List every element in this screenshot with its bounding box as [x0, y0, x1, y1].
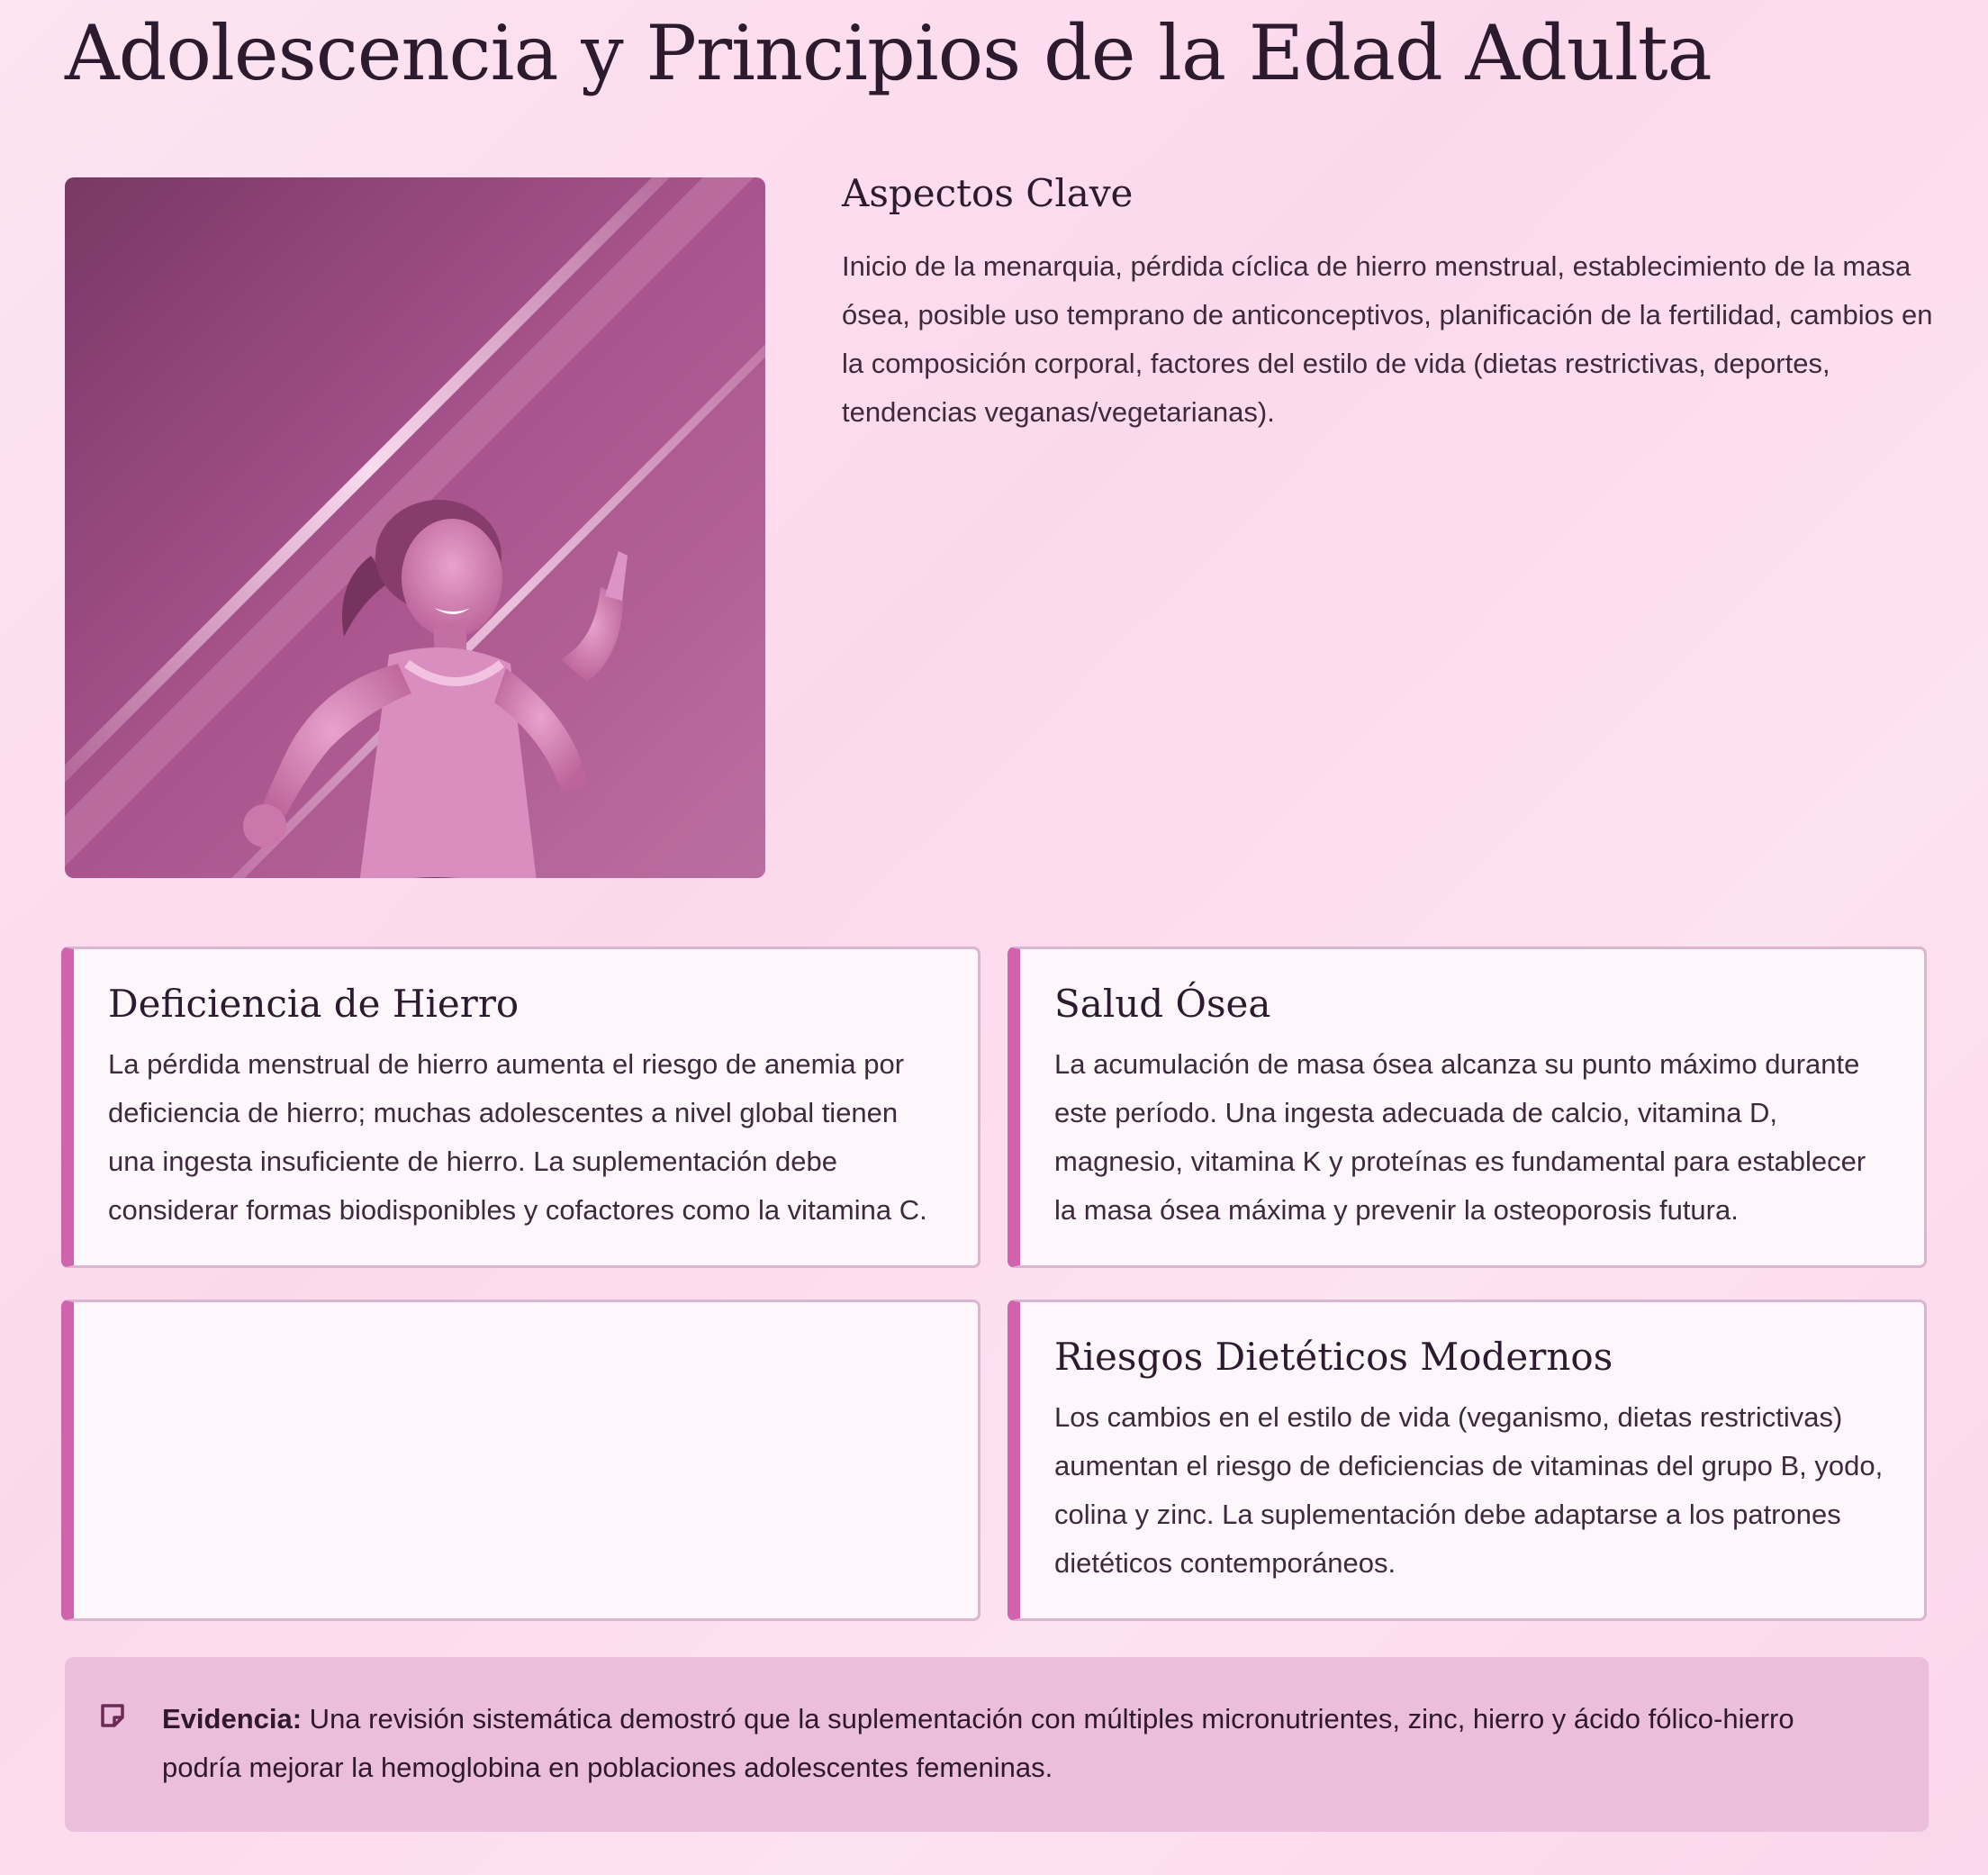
key-aspects-text: Inicio de la menarquia, pérdida cíclica de hierro menstrual, establecimiento de la masa ósea, posible uso temprano de anticonceptivos, planificación de la fertilidad, cambios en la composición corporal, factores del estilo de vida (dietas restrictivas, deportes, tendencias veganas/vegetarianas). [842, 250, 1933, 428]
card-text: Los cambios en el estilo de vida (veganismo, dietas restrictivas) aumentan el riesgo de deficiencias de vitaminas del grupo B, yodo, colina y zinc. La suplementación debe adaptarse a los patrones dietéticos contemporáneos. [1054, 1401, 1884, 1579]
card-heading: Deficiencia de Hierro [108, 982, 520, 1026]
card-text: La pérdida menstrual de hierro aumenta el riesgo de anemia por deficiencia de hierro; muchas adolescentes a nivel global tienen una ingesta insuficiente de hierro. La suplementación debe considerar formas biodisponibles y cofactores como la vitamina C. [108, 1048, 927, 1226]
card-heading: Salud Ósea [1054, 982, 1271, 1026]
evidence-text: Una revisión sistemática demostró que la suplementación con múltiples micronutrientes, zinc, hierro y ácido fólico-hierro podría mejorar la hemoglobina en poblaciones adolescentes femeninas. [162, 1703, 1794, 1783]
hero-image [65, 177, 765, 878]
page-title: Adolescencia y Principios de la Edad Adulta [65, 9, 1712, 97]
card-modern-dietary-risks [1008, 1300, 1927, 1621]
evidence-paragraph [162, 1695, 1875, 1792]
evidence-label: Evidencia: [162, 1703, 303, 1735]
key-aspects-section [842, 171, 1936, 437]
card-text: La acumulación de masa ósea alcanza su punto máximo durante este período. Una ingesta adecuada de calcio, vitamina D, magnesio, vitamina K y proteínas es fundamental para establecer la masa ósea máxima y prevenir la osteoporosis futura. [1054, 1048, 1866, 1226]
card-iron-deficiency [61, 947, 980, 1268]
note-icon [99, 1702, 126, 1729]
card-empty [61, 1300, 980, 1621]
evidence-callout [65, 1657, 1929, 1832]
card-heading: Riesgos Dietéticos Modernos [1054, 1335, 1613, 1379]
key-aspects-heading: Aspectos Clave [842, 171, 1134, 215]
card-bone-health [1008, 947, 1927, 1268]
